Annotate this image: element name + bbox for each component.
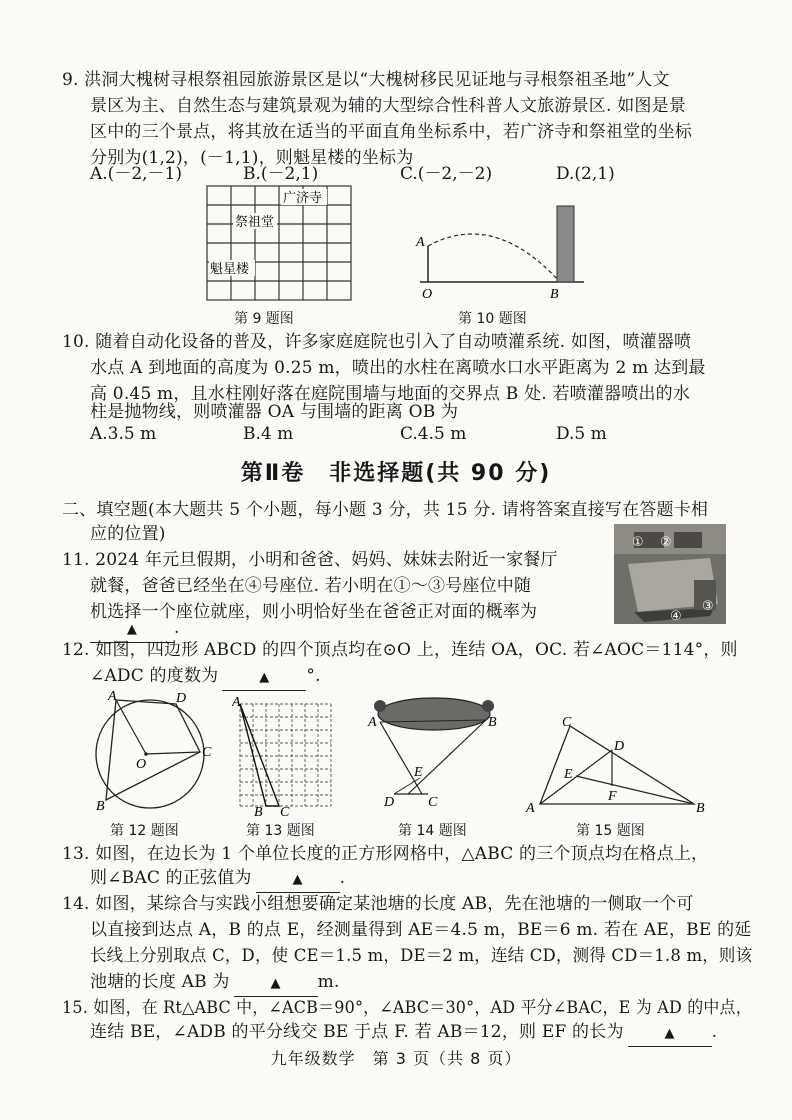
q10-line-1: 10. 随着自动化设备的普及，许多家庭庭院也引入了自动喷灌系统. 如图，喷灌器喷: [62, 332, 692, 352]
q10-option-a: A.3.5 m: [90, 424, 157, 444]
q11-seat-4-label: ④: [670, 609, 682, 624]
q14-label-b: B: [488, 715, 497, 730]
q9-option-a: A.(－2,－1): [90, 164, 182, 184]
q14-caption: 第 14 题图: [398, 823, 467, 839]
q9-label-kuixing-tower: 魁星楼: [210, 262, 250, 277]
q12-line-2: ∠ADC 的度数为 ▲ °.: [90, 664, 321, 691]
q10-figure: [412, 202, 592, 302]
q11-answer-line: ▲ .: [90, 616, 180, 643]
q13-caption: 第 13 题图: [246, 823, 315, 839]
q15-label-d: D: [614, 739, 625, 754]
part2-instruction-line-1: 二、填空题(本大题共 5 个小题，每小题 3 分，共 15 分. 请将答案直接写在答题卡相: [62, 500, 709, 520]
q11-seat-3-label: ③: [702, 599, 714, 614]
q11-seat-1-label: ①: [632, 535, 644, 550]
q11-line-2: 就餐，爸爸已经坐在④号座位. 若小明在①～③号座位中随: [90, 576, 532, 596]
q12-figure: [88, 690, 220, 816]
q10-line-2: 水点 A 到地面的高度为 0.25 m，喷出的水柱在离喷水口水平距离为 2 m 达到最: [90, 358, 706, 378]
q15-label-f: F: [608, 789, 617, 804]
q12-label-a: A: [108, 690, 117, 704]
q14-label-c: C: [428, 795, 438, 810]
q14-line-3: 长线上分别取点 C，D，使 CE＝1.5 m，DE＝2 m，连结 CD，测得 CD＝1.8 m，则该: [90, 946, 753, 966]
page-footer: 九年级数学 第 3 页（共 8 页）: [270, 1049, 522, 1068]
part2-instruction-line-2: 应的位置): [90, 524, 166, 544]
q10-label-b: B: [550, 287, 559, 302]
q14-label-e: E: [414, 765, 423, 780]
q12-label-o: O: [136, 757, 147, 772]
q14-label-a: A: [368, 715, 377, 730]
q10-caption: 第 10 题图: [458, 311, 527, 327]
q13-label-c: C: [280, 805, 290, 816]
q9-line-1: 9. 洪洞大槐树寻根祭祖园旅游景区是以“大槐树移民见证地与寻根祭祖圣地”人文: [62, 70, 670, 90]
q9-option-b: B.(－2,1): [243, 164, 319, 184]
q10-label-o: O: [422, 287, 433, 302]
q12-label-c: C: [202, 745, 212, 760]
q15-answer-blank[interactable]: [628, 1020, 712, 1047]
q9-line-2: 景区为主、自然生态与建筑景观为辅的大型综合性科普人文旅游景区. 如图是景: [90, 96, 687, 116]
q15-figure: [512, 716, 712, 816]
q9-label-guangji-temple: 广济寺: [283, 191, 323, 206]
q14-figure: [366, 690, 502, 816]
q13-figure: [232, 696, 346, 816]
q12-line-1: 12. 如图，四边形 ABCD 的四个顶点均在⊙O 上，连结 OA，OC. 若∠AOC＝114°，则: [62, 640, 738, 660]
q15-line-1: 15. 如图，在 Rt△ABC 中，∠ACB＝90°，∠ABC＝30°，AD 平分∠BAC，E 为 AD 的中点，: [62, 998, 752, 1018]
section-title: 第Ⅱ卷 非选择题(共 90 分): [240, 461, 552, 486]
q12-label-d: D: [176, 691, 187, 706]
q13-label-a: A: [232, 696, 241, 710]
q15-label-c: C: [562, 716, 572, 730]
q11-line-3: 机选择一个座位就座，则小明恰好坐在爸爸正对面的概率为: [90, 602, 538, 622]
q9-grid-figure: [205, 184, 355, 304]
q15-label-b: B: [696, 801, 705, 816]
q9-label-ancestral-hall: 祭祖堂: [235, 215, 275, 230]
q9-line-3: 区中的三个景点，将其放在适当的平面直角坐标系中，若广济寺和祭祖堂的坐标: [90, 122, 692, 142]
q13-line-1: 13. 如图，在边长为 1 个单位长度的正方形网格中，△ABC 的三个顶点均在格点上，: [62, 844, 709, 864]
answer-marker-icon: ▲: [664, 1026, 675, 1041]
answer-marker-icon: ▲: [270, 976, 281, 991]
q10-option-d: D.5 m: [556, 424, 607, 444]
q13-label-b: B: [254, 805, 263, 816]
q10-line-3: 高 0.45 m，且水柱刚好落在庭院围墙与地面的交界点 B 处. 若喷灌器喷出的水: [90, 384, 691, 404]
q15-caption: 第 15 题图: [576, 823, 645, 839]
q11-line-1: 11. 2024 年元旦假期，小明和爸爸、妈妈、妹妹去附近一家餐厅: [62, 550, 558, 570]
q9-line-4: 分别为(1,2)，(－1,1)，则魁星楼的坐标为: [90, 148, 414, 168]
q10-line-4: 柱是抛物线，则喷灌器 OA 与围墙的距离 OB 为: [90, 402, 459, 422]
answer-marker-icon: ▲: [259, 670, 270, 685]
q14-answer-blank[interactable]: [234, 970, 318, 997]
answer-marker-icon: ▲: [292, 872, 303, 887]
q15-label-e: E: [564, 767, 573, 782]
q14-label-d: D: [384, 795, 395, 810]
q14-line-2: 以直接到达点 A，B 的点 E，经测量得到 AE＝4.5 m，BE＝6 m. 若在 AE，BE 的延: [90, 920, 752, 940]
q14-line-4: 池塘的长度 AB 为 ▲ m.: [90, 970, 340, 997]
q9-caption: 第 9 题图: [234, 311, 294, 327]
q9-option-d: D.(2,1): [556, 164, 615, 184]
q13-line-2: 则∠BAC 的正弦值为 ▲ .: [90, 866, 345, 893]
q11-restaurant-photo: [614, 524, 726, 624]
q10-label-a: A: [416, 235, 425, 250]
q10-option-b: B.4 m: [243, 424, 294, 444]
answer-marker-icon: ▲: [126, 622, 138, 637]
q13-answer-blank[interactable]: [256, 866, 340, 893]
q11-seat-2-label: ②: [660, 535, 672, 550]
q9-option-c: C.(－2,－2): [400, 164, 493, 184]
q15-label-a: A: [526, 801, 535, 816]
q12-label-b: B: [96, 799, 105, 814]
q12-caption: 第 12 题图: [110, 823, 179, 839]
q10-option-c: C.4.5 m: [400, 424, 467, 444]
q14-line-1: 14. 如图，某综合与实践小组想要确定某池塘的长度 AB，先在池塘的一侧取一个可: [62, 894, 694, 914]
q15-line-2: 连结 BE，∠ADB 的平分线交 BE 于点 F. 若 AB＝12，则 EF 的长为 ▲ .: [90, 1020, 717, 1047]
q12-answer-blank[interactable]: [222, 664, 306, 691]
